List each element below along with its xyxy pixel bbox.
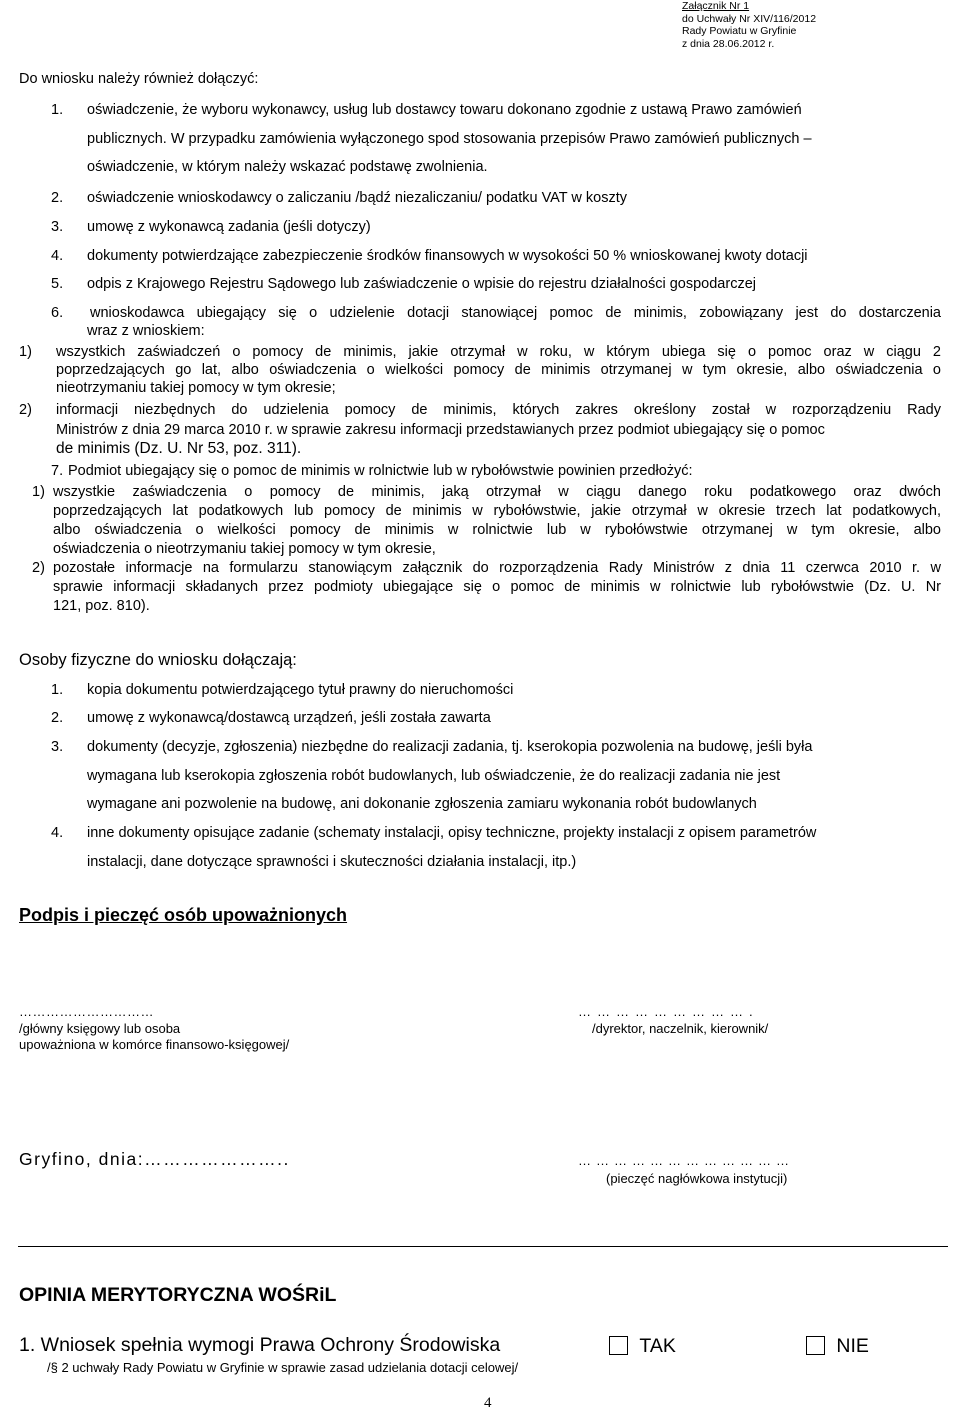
agri-2-line1: pozostałe informacje na formularzu stanowiącym załącznik do rozporządzenia Rady Ministrów z dnia 11 czerwca 2010 r. w bbox=[53, 560, 941, 576]
persons-item-1-line1: kopia dokumentu potwierdzającego tytuł prawny do nieruchomości bbox=[87, 682, 514, 698]
attach-item-2-text: oświadczenie wnioskodawcy o zaliczaniu /bądź niezaliczaniu/ podatku VAT w koszty bbox=[87, 190, 627, 206]
right-signature-dots: ………………………. bbox=[578, 1004, 759, 1019]
page-number: 4 bbox=[484, 1395, 492, 1411]
opinion-question-1: 1. Wniosek spełnia wymogi Prawa Ochrony Środowiska bbox=[19, 1334, 501, 1356]
left-signature-label2: upoważniona w komórce finansowo-księgowej/ bbox=[19, 1037, 290, 1052]
header-line3: Rady Powiatu w Gryfinie bbox=[682, 25, 797, 37]
deminimis-1-num: 1) bbox=[19, 344, 32, 360]
left-signature-label1: /główny księgowy lub osoba bbox=[19, 1021, 181, 1036]
agri-1-line3: albo oświadczenia o wielkości pomocy de minimis w rolnictwie lub w rybołówstwie otrzymanej w tym okresie, albo bbox=[53, 522, 941, 538]
opinion-note: /§ 2 uchwały Rady Powiatu w Gryfinie w sprawie zasad udzielania dotacji celowej/ bbox=[47, 1360, 519, 1375]
deminimis-1-line3: nieotrzymaniu takiej pomocy w tym okresie; bbox=[56, 380, 336, 396]
persons-item-4-line1: inne dokumenty opisujące zadanie (schematy instalacji, opisy techniczne, projekty instalacji z opisem parametrów bbox=[87, 825, 817, 841]
opinion-heading: OPINIA MERYTORYCZNA WOŚRiL bbox=[19, 1284, 337, 1306]
attach-item-6-line2: wraz z wnioskiem: bbox=[87, 323, 205, 339]
attachments-intro: Do wniosku należy również dołączyć: bbox=[19, 71, 259, 87]
header-line1: Załącznik Nr 1 bbox=[682, 0, 750, 12]
signatures-heading: Podpis i pieczęć osób upoważnionych bbox=[19, 905, 348, 925]
yes-checkbox[interactable] bbox=[609, 1336, 628, 1355]
header-line4: z dnia 28.06.2012 r. bbox=[682, 37, 775, 50]
persons-item-3-line2: wymagana lub kserokopia zgłoszenia robót budowlanych, lub oświadczenie, że do realizacji zadania nie jest bbox=[87, 768, 781, 784]
persons-heading: Osoby fizyczne do wniosku dołączają: bbox=[19, 651, 297, 669]
item-7-text: Podmiot ubiegający się o pomoc de minimis w rolnictwie lub w rybołówstwie powinien przedłożyć: bbox=[68, 463, 693, 479]
deminimis-1-line2: poprzedzających go lat, albo oświadczenia o wielkości pomocy de minimis otrzymanej w tym okresie, albo oświadczenia o bbox=[56, 362, 941, 378]
item-7-num: 7. bbox=[51, 463, 64, 479]
attach-item-4-text: dokumenty potwierdzające zabezpieczenie środków finansowych w wysokości 50 % wnioskowanej kwoty dotacji bbox=[87, 248, 808, 264]
persons-item-2-num: 2. bbox=[51, 710, 64, 726]
agri-1-num: 1) bbox=[32, 484, 45, 500]
yes-label: TAK bbox=[639, 1335, 676, 1357]
no-label: NIE bbox=[836, 1335, 869, 1357]
attach-item-5-num: 5. bbox=[51, 276, 64, 292]
attach-item-1-line3: oświadczenie, w którym należy wskazać podstawę zwolnienia. bbox=[87, 159, 488, 175]
left-signature-dots: ………………………… bbox=[19, 1004, 154, 1019]
persons-item-3-line3: wymagane ani pozwolenie na budowę, ani dokonanie zgłoszenia zamiaru wykonania robót budowlanych bbox=[87, 796, 757, 812]
attach-item-2-num: 2. bbox=[51, 190, 64, 206]
persons-item-3-line1: dokumenty (decyzje, zgłoszenia) niezbędne do realizacji zadania, tj. kserokopia pozwolenia na budowę, jeśli była bbox=[87, 739, 813, 755]
attach-item-5-text: odpis z Krajowego Rejestru Sądowego lub zaświadczenie o wpisie do rejestru działalności gospodarczej bbox=[87, 276, 756, 292]
agri-2-line3: 121, poz. 810). bbox=[53, 598, 150, 614]
agri-1-line2: poprzedzających lat podatkowych lub pomocy de minimis w rybołówstwie, jakie otrzymał w okresie trzech lat podatkowych, bbox=[53, 503, 941, 519]
header-line2: do Uchwały Nr XIV/116/2012 bbox=[682, 12, 817, 25]
document-header bbox=[682, 0, 816, 50]
attach-item-6-line1: wnioskodawca ubiegający się o udzielenie dotacji stanowiącej pomoc de minimis, zobowiązany jest do dostarczenia bbox=[90, 305, 941, 321]
option-yes[interactable] bbox=[609, 1334, 676, 1358]
attach-item-3-num: 3. bbox=[51, 219, 64, 235]
attach-item-1-line1: oświadczenie, że wyboru wykonawcy, usług lub dostawcy towaru dokonano zgodnie z ustawą Prawo zamówień bbox=[87, 102, 802, 118]
agri-2-num: 2) bbox=[32, 560, 45, 576]
section-divider bbox=[18, 1246, 948, 1247]
attach-item-1-num: 1. bbox=[51, 102, 64, 118]
no-checkbox[interactable] bbox=[806, 1336, 825, 1355]
persons-item-1-num: 1. bbox=[51, 682, 64, 698]
deminimis-2-line1: informacji niezbędnych do udzielenia pomocy de minimis, których zakres określony został w rozporządzeniu Rady bbox=[56, 402, 941, 418]
stamp-label: (pieczęć nagłówkowa instytucji) bbox=[606, 1171, 788, 1186]
deminimis-2-num: 2) bbox=[19, 402, 32, 418]
right-signature-label: /dyrektor, naczelnik, kierownik/ bbox=[592, 1021, 769, 1036]
attach-item-4-num: 4. bbox=[51, 248, 64, 264]
agri-2-line2: sprawie informacji składanych przez podmioty ubiegające się o pomoc de minimis w rolnictwie lub rybołówstwie (Dz. U. Nr bbox=[53, 579, 941, 595]
stamp-dots: ……………………………… bbox=[578, 1153, 794, 1168]
attach-item-3-text: umowę z wykonawcą zadania (jeśli dotyczy) bbox=[87, 219, 371, 235]
place-date-field: Gryfino, dnia:………………….. bbox=[19, 1149, 290, 1169]
option-no[interactable] bbox=[806, 1334, 869, 1358]
persons-item-2-line1: umowę z wykonawcą/dostawcą urządzeń, jeśli została zawarta bbox=[87, 710, 491, 726]
deminimis-1-line1: wszystkich zaświadczeń o pomocy de minimis, jakie otrzymał w roku, w którym ubiega się o pomoc oraz w ciągu 2 bbox=[56, 344, 941, 360]
agri-1-line4: oświadczenia o nieotrzymaniu takiej pomocy w tym okresie, bbox=[53, 541, 436, 557]
persons-item-4-line2: instalacji, dane dotyczące sprawności i skuteczności działania instalacji, itp.) bbox=[87, 854, 577, 870]
persons-item-3-num: 3. bbox=[51, 739, 64, 755]
deminimis-2-line2: Ministrów z dnia 29 marca 2010 r. w sprawie zakresu informacji przedstawianych przez podmiot ubiegający się o pomoc bbox=[56, 422, 825, 438]
attach-item-6-num: 6. bbox=[51, 305, 64, 321]
agri-1-line1: wszystkie zaświadczenia o pomocy de minimis, jaką otrzymał w ciągu danego roku podatkowego oraz dwóch bbox=[53, 484, 941, 500]
deminimis-2-line3: de minimis (Dz. U. Nr 53, poz. 311). bbox=[56, 440, 302, 457]
persons-item-4-num: 4. bbox=[51, 825, 64, 841]
attach-item-1-line2: publicznych. W przypadku zamówienia wyłączonego spod stosowania przepisów Prawo zamówień publicznych – bbox=[87, 131, 812, 147]
